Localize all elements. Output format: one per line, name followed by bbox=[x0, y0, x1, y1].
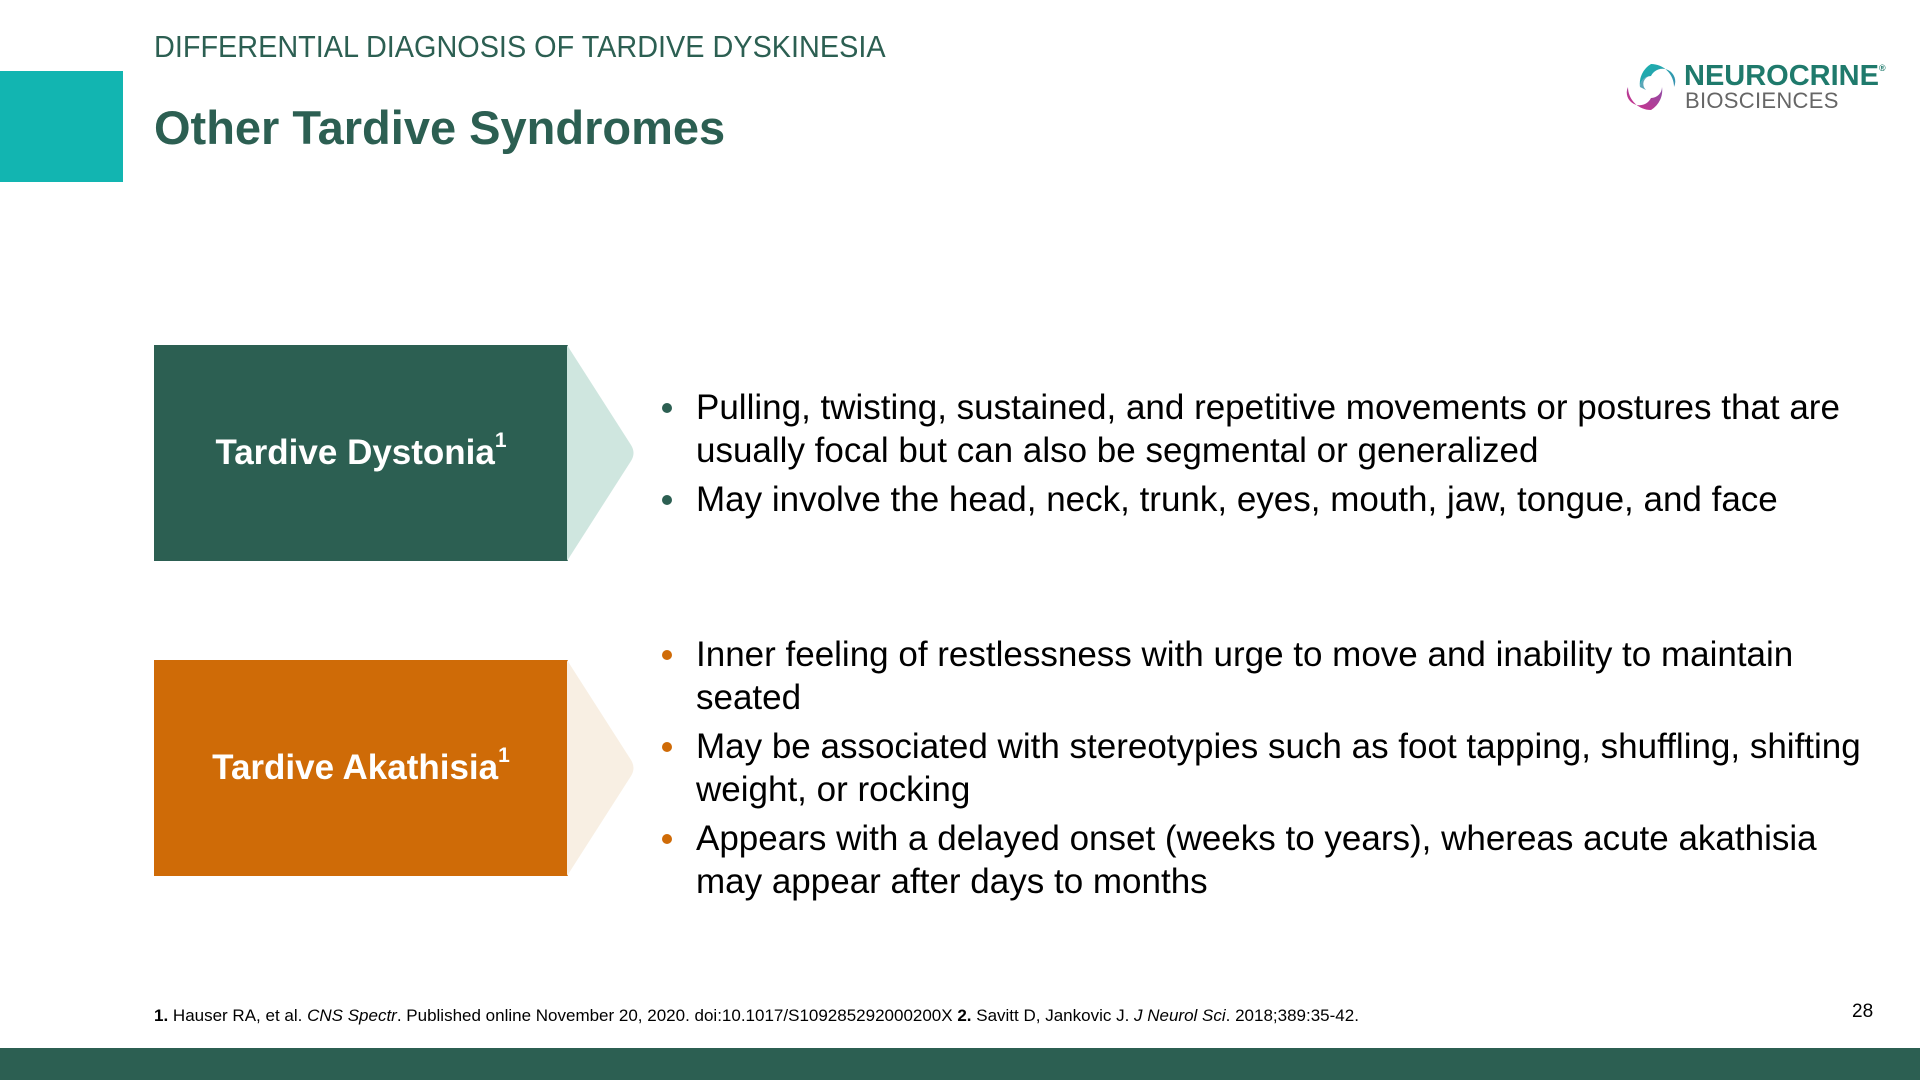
bullet-icon bbox=[662, 742, 672, 752]
chevron-right-icon bbox=[567, 345, 637, 561]
bullet-icon bbox=[662, 495, 672, 505]
page-number: 28 bbox=[1852, 1001, 1874, 1022]
logo-wordmark: NEUROCRINE® bbox=[1684, 60, 1886, 92]
tardive-akathisia-box bbox=[154, 660, 568, 876]
chevron-right-icon bbox=[567, 660, 637, 876]
tardive-dystonia-label: Tardive Dystonia$^1$ bbox=[215, 429, 507, 472]
swirl-logo-icon bbox=[1626, 62, 1676, 112]
page-title: Other Tardive Syndromes bbox=[154, 101, 726, 154]
company-logo bbox=[1624, 58, 1894, 118]
accent-block bbox=[0, 71, 123, 182]
list-item: May be associated with stereotypies such as foot tapping, shuffling, shifting weight, or rocking bbox=[660, 725, 1876, 811]
footer-bar bbox=[0, 1048, 1920, 1080]
logo-subtitle: BIOSCIENCES bbox=[1685, 88, 1839, 113]
bullet-icon bbox=[662, 650, 672, 660]
references-footnote: 1. Hauser RA, et al. CNS Spectr. Published online November 20, 2020. doi:10.1017/S109285292000200X 2. Savitt D, Jankovic J. J Neurol Sci. 2018;389:35-42. bbox=[154, 1006, 1359, 1025]
tardive-akathisia-bullets bbox=[660, 633, 1876, 909]
bullet-icon bbox=[662, 403, 672, 413]
list-item: Inner feeling of restlessness with urge to move and inability to maintain seated bbox=[660, 633, 1876, 719]
tardive-dystonia-box bbox=[154, 345, 568, 561]
tardive-akathisia-label: Tardive Akathisia$^1$ bbox=[212, 744, 510, 787]
tardive-dystonia-bullets bbox=[660, 386, 1876, 527]
list-item: Pulling, twisting, sustained, and repetitive movements or postures that are usually focal but can also be segmental or generalized bbox=[660, 386, 1876, 472]
section-label: DIFFERENTIAL DIAGNOSIS OF TARDIVE DYSKINESIA bbox=[154, 29, 886, 64]
bullet-icon bbox=[662, 834, 672, 844]
list-item: May involve the head, neck, trunk, eyes, mouth, jaw, tongue, and face bbox=[660, 478, 1876, 521]
list-item: Appears with a delayed onset (weeks to years), whereas acute akathisia may appear after days to months bbox=[660, 817, 1876, 903]
